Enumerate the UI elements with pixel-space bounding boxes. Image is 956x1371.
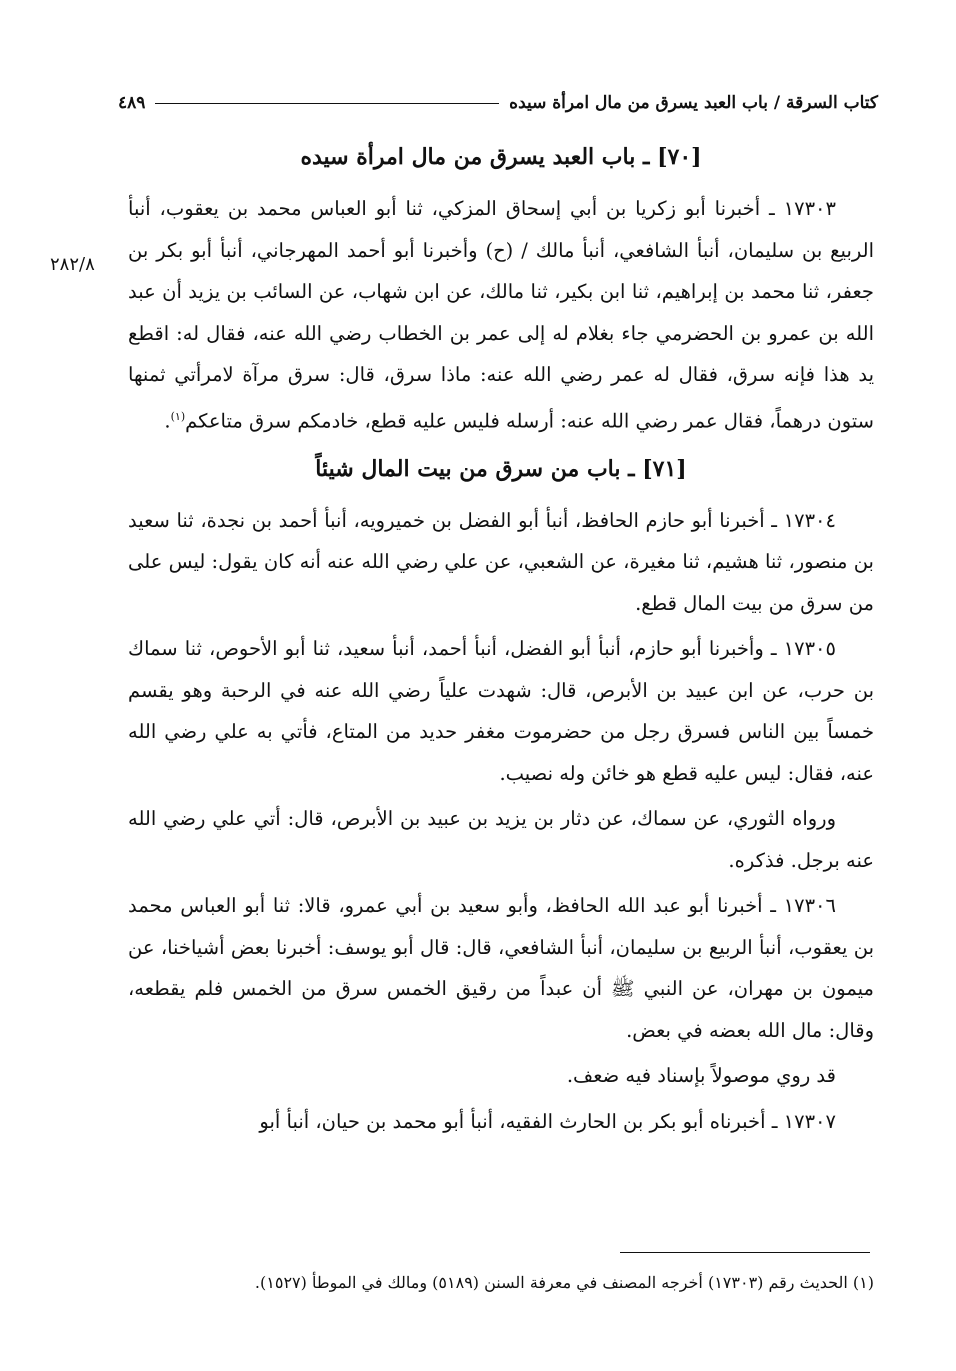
header-rule — [155, 103, 499, 104]
volume-page-reference: ٢٨٢/٨ — [50, 254, 95, 275]
hadith-17305: ١٧٣٠٥ ـ وأخبرنا أبو حازم، أنبأ أبو الفضل، أنبأ أحمد، أنبأ سعيد، ثنا أبو الأحوص، ثنا سماك بن حرب، عن ابن عبيد بن الأبرص، قال: شهدت علياً رضي الله عنه في الرحبة وهو يقسم خمساً بين الناس فسرق رجل من حضرموت مغفر حديد من المتاع، فأتي به علي رضي الله عنه، فقال: ليس عليه قطع هو خائن وله نصيب. — [128, 637, 874, 785]
footnote: (١) الحديث رقم (١٧٣٠٣) أخرجه المصنف في معرفة السنن (٥١٨٩) ومالك في الموطأ (١٥٢٧). — [254, 1273, 874, 1292]
hadith-17304: ١٧٣٠٤ ـ أخبرنا أبو حازم الحافظ، أنبأ أبو الفضل بن خميرويه، أنبأ أحمد بن نجدة، ثنا سعيد بن منصور، ثنا هشيم، ثنا مغيرة، عن الشعبي، عن علي رضي الله عنه أنه كان يقول: ليس على من سرق من بيت المال قطع. — [128, 508, 874, 615]
main-text — [128, 134, 874, 1146]
hadith-17306: ١٧٣٠٦ ـ أخبرنا أبو عبد الله الحافظ، وأبو سعيد بن أبي عمرو، قالا: ثنا أبو العباس محمد بن يعقوب، أنبأ الربيع بن سليمان، أنبأ الشافعي، قال: قال أبو يوسف: أخبرنا بعض أشياخنا، عن ميمون بن مهران، عن النبي ﷺ أن عبداً من رقيق الخمس سرق من الخمس فلم يقطعه، وقال: مال الله بعضه في بعض. — [128, 894, 874, 1042]
chapter-title-70: [٧٠] ـ باب العبد يسرق من مال امرأة سيده — [300, 144, 702, 170]
running-title: كتاب السرقة / باب العبد يسرق من مال امرأة سيده — [509, 93, 878, 113]
chapter-title-71: [٧١] ـ باب من سرق من بيت المال شيئاً — [315, 455, 687, 482]
narration-note: قد روي موصولاً بإسناد فيه ضعف. — [566, 1064, 836, 1087]
running-header — [118, 88, 878, 118]
footnote-separator — [620, 1252, 870, 1253]
narration-thawri: ورواه الثوري، عن سماك، عن دثار بن يزيد بن عبيد بن الأبرص، قال: أتي علي رضي الله عنه برجل. فذكره. — [128, 807, 874, 872]
footnote-reference: (١) — [170, 409, 186, 423]
hadith-17307: ١٧٣٠٧ ـ أخبرناه أبو بكر بن الحارث الفقيه، أنبأ أبو محمد بن حيان، أنبأ أبو — [259, 1109, 836, 1133]
page-number: ٤٨٩ — [118, 93, 146, 113]
hadith-17303: ١٧٣٠٣ ـ أخبرنا أبو زكريا بن أبي إسحاق المزكي، ثنا أبو العباس محمد بن يعقوب، أنبأ الربيع بن سليمان، أنبأ الشافعي، أنبأ مالك / (ح) وأخبرنا أبو أحمد المهرجاني، أنبأ أبو بكر بن جعفر، ثنا محمد بن إبراهيم، ثنا ابن بكير، ثنا مالك، عن ابن شهاب، عن السائب بن يزيد أن عبد الله بن عمرو بن الحضرمي جاء بغلام له إلى عمر بن الخطاب رضي الله عنه، فقال له: اقطع يد هذا فإنه سرق، فقال له عمر رضي الله عنه: ماذا سرق، قال: سرق مرآة لامرأتي ثمنها ستون درهماً، فقال عمر رضي الله عنه: أرسله فليس عليه قطع، خادمكم سرق متاعكم$^{(١)}$. — [128, 197, 874, 432]
